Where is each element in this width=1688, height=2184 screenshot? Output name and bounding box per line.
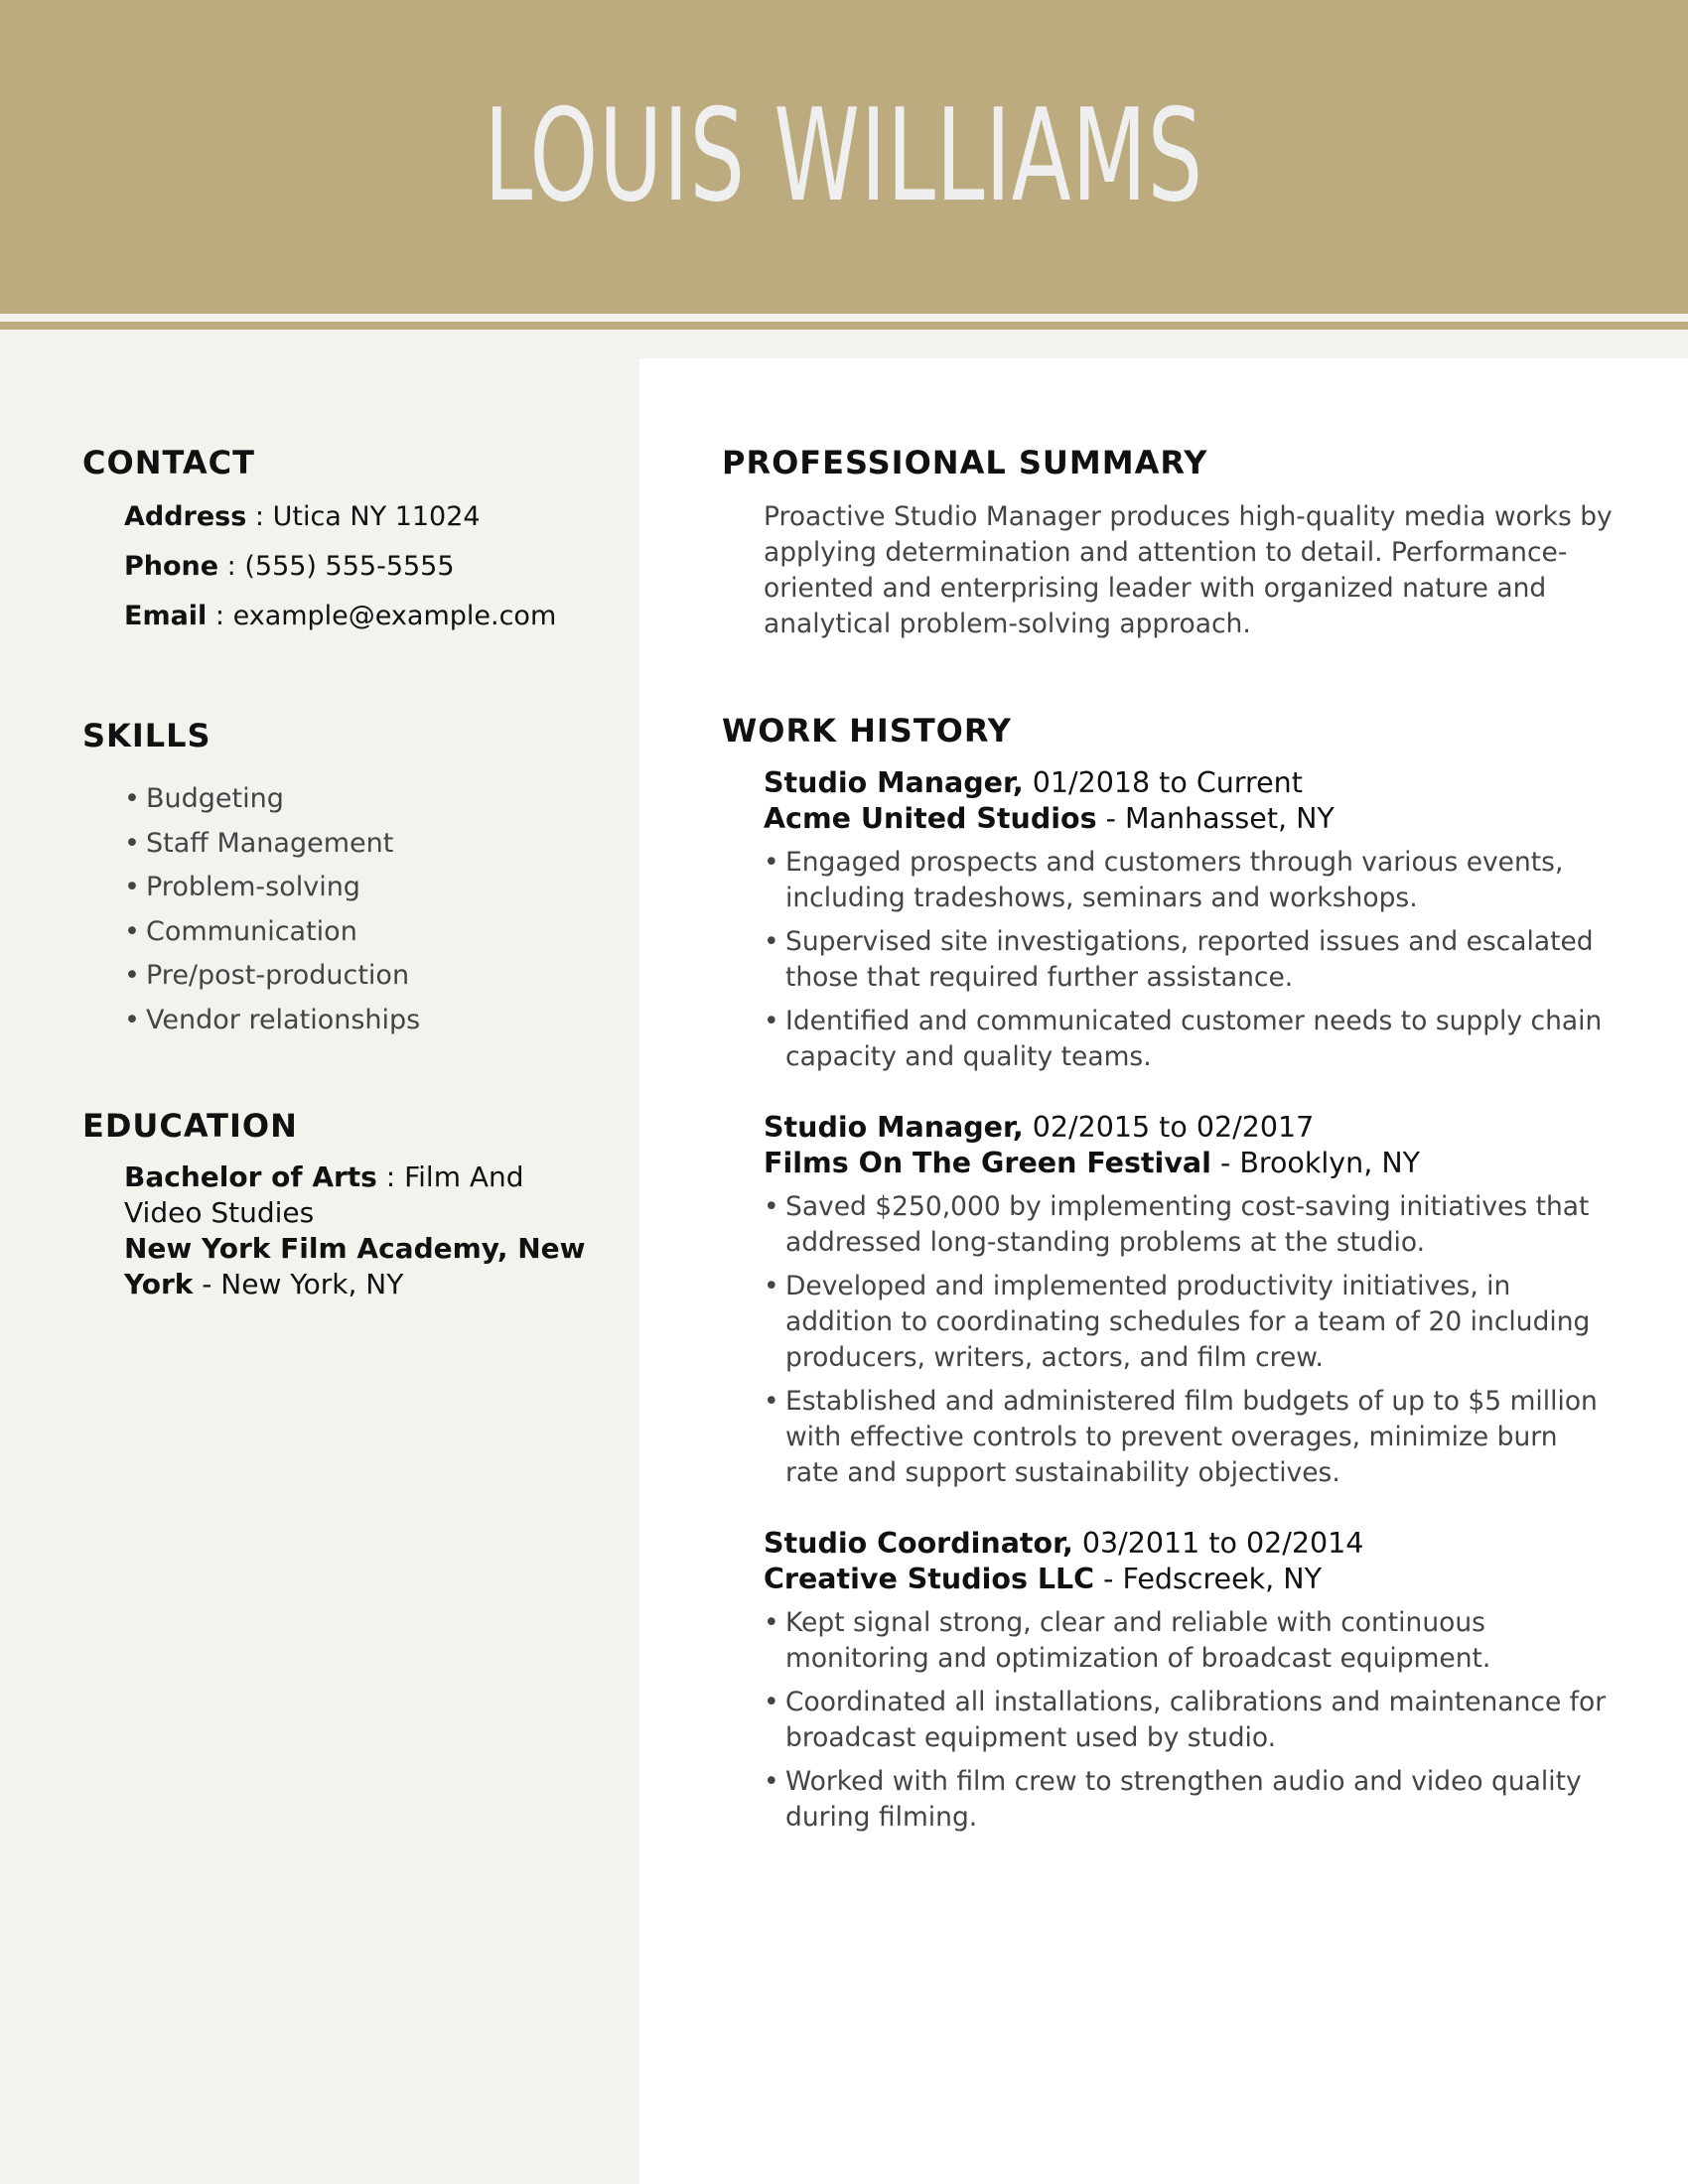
candidate-name: LOUIS WILLIAMS — [484, 82, 1204, 230]
email-value: example@example.com — [232, 601, 557, 631]
work-history-heading: WORK HISTORY — [722, 712, 1012, 750]
education-entry: Bachelor of Arts : Film And Video Studies New York Film Academy, New York - New York, NY — [124, 1160, 586, 1300]
skill-item: • Vendor relationships — [124, 1004, 421, 1035]
skills-list — [124, 777, 420, 1042]
phone-label: Phone — [124, 551, 219, 582]
contact-phone: Phone : (555) 555-5555 — [124, 551, 455, 582]
job-title-line: Studio Manager, 02/2015 to 02/2017 — [764, 1111, 1315, 1144]
email-label: Email — [124, 601, 208, 631]
job-bullet: • Supervised site investigations, reported issues and escalated those that required further assistance. — [764, 924, 1618, 996]
summary-text: Proactive Studio Manager produces high-quality media works by applying determination and attention to detail. Performance-oriented and enterprising leader with organized nature and analytical problem-solving approach. — [764, 501, 1613, 639]
field-of-study: Film And Video Studies — [124, 1160, 524, 1229]
phone-value: (555) 555-5555 — [244, 551, 455, 582]
skill-item: • Communication — [124, 915, 357, 947]
job-bullet: • Saved $250,000 by implementing cost-saving initiatives that addressed long-standing problems at the studio. — [764, 1189, 1618, 1261]
job-entry — [764, 1110, 1618, 1499]
contact-address: Address : Utica NY 11024 — [124, 501, 481, 532]
skill-item: • Budgeting — [124, 783, 284, 814]
job-bullet: • Engaged prospects and customers through various events, including tradeshows, seminars and workshops. — [764, 845, 1618, 916]
job-title-line: Studio Coordinator, 03/2011 to 02/2014 — [764, 1527, 1364, 1560]
job-bullet: • Worked with film crew to strengthen audio and video quality during filming. — [764, 1764, 1618, 1836]
school-name: New York Film Academy, New York — [124, 1232, 586, 1300]
job-bullet: • Kept signal strong, clear and reliable with continuous monitoring and optimization of broadcast equipment. — [764, 1605, 1618, 1677]
skill-item: • Problem-solving — [124, 872, 360, 902]
job-bullet: • Established and administered film budgets of up to $5 million with effective controls to prevent overages, minimize burn rate and support sustainability objectives. — [764, 1384, 1618, 1491]
header-divider — [0, 322, 1688, 330]
summary-heading: PROFESSIONAL SUMMARY — [722, 444, 1208, 481]
address-value: Utica NY 11024 — [272, 501, 481, 532]
job-company-line: Acme United Studios - Manhasset, NY — [764, 802, 1335, 835]
contact-email: Email : example@example.com — [124, 601, 557, 631]
degree: Bachelor of Arts — [124, 1160, 377, 1193]
job-bullets — [764, 1189, 1618, 1491]
job-company-line: Films On The Green Festival - Brooklyn, NY — [764, 1147, 1421, 1179]
education-heading: EDUCATION — [82, 1107, 298, 1145]
job-entry — [764, 765, 1618, 1083]
job-title-line: Studio Manager, 01/2018 to Current — [764, 766, 1303, 799]
job-bullets — [764, 845, 1618, 1075]
school-location: New York, NY — [220, 1268, 404, 1300]
contact-block — [124, 492, 556, 641]
skills-heading: SKILLS — [82, 717, 211, 754]
skill-item: • Pre/post-production — [124, 960, 410, 991]
header-banner — [0, 0, 1688, 314]
job-company-line: Creative Studios LLC - Fedscreek, NY — [764, 1563, 1322, 1595]
skill-item: • Staff Management — [124, 827, 394, 859]
address-label: Address — [124, 501, 247, 532]
job-entry — [764, 1526, 1618, 1843]
job-bullet: • Coordinated all installations, calibrations and maintenance for broadcast equipment used by studio. — [764, 1685, 1618, 1756]
job-bullet: • Developed and implemented productivity initiatives, in addition to coordinating schedules for a team of 20 including producers, writers, actors, and film crew. — [764, 1269, 1618, 1376]
job-bullets — [764, 1605, 1618, 1836]
contact-heading: CONTACT — [82, 444, 255, 481]
job-bullet: • Identified and communicated customer needs to supply chain capacity and quality teams. — [764, 1004, 1618, 1075]
